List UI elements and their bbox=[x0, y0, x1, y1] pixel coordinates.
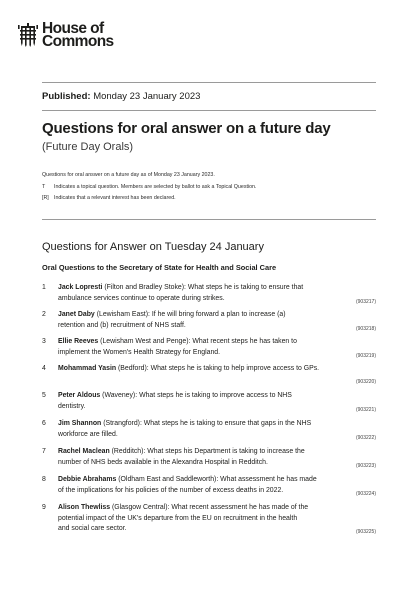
logo-line-2: Commons bbox=[42, 33, 114, 50]
question-number: 6 bbox=[42, 420, 46, 427]
question-id: (903222) bbox=[355, 435, 376, 441]
divider-top bbox=[42, 82, 376, 83]
question-number: 2 bbox=[42, 311, 46, 318]
question-text: implement the Women's Health Strategy for England. bbox=[58, 348, 221, 356]
question-text: number of NHS beds available in the Alexandra Hospital in Redditch. bbox=[58, 458, 268, 466]
question-text: retention and (b) recruitment of NHS staff. bbox=[58, 321, 186, 329]
member-name: Mohammad Yasin bbox=[58, 365, 117, 372]
published-line bbox=[42, 91, 200, 102]
member-name: Alison Thewliss bbox=[58, 504, 111, 511]
question-text: workforce are filled. bbox=[58, 430, 118, 438]
member-name: Rachel Maclean bbox=[58, 448, 110, 455]
question-text: dentistry. bbox=[58, 402, 86, 410]
logo-line-1: House of bbox=[42, 20, 104, 37]
question-number: 8 bbox=[42, 476, 46, 483]
question-text: If he will bring forward a plan to increase (a) bbox=[151, 311, 286, 318]
question-id: (903221) bbox=[355, 407, 376, 413]
note-text: Indicates that a relevant interest has been declared. bbox=[54, 195, 176, 201]
department-heading: Oral Questions to the Secretary of State for Health and Social Care bbox=[42, 263, 277, 272]
member-name: Debbie Abrahams bbox=[58, 476, 117, 483]
question-id: (903220) bbox=[355, 379, 376, 385]
question-id: (903218) bbox=[355, 326, 376, 332]
divider-notes bbox=[42, 219, 376, 220]
question-id: (903223) bbox=[355, 463, 376, 469]
member-name: Jim Shannon bbox=[58, 420, 102, 427]
member-name: Jack Lopresti bbox=[58, 284, 103, 291]
constituency: (Lewisham East): bbox=[96, 311, 150, 318]
constituency: (Filton and Bradley Stoke): bbox=[104, 284, 186, 291]
question-number: 1 bbox=[42, 284, 46, 291]
question-text: What steps he is taking to ensure that gaps in the NHS bbox=[143, 420, 312, 427]
question-number: 7 bbox=[42, 448, 46, 455]
question-text: What steps he is taking to ensure that bbox=[187, 284, 304, 291]
member-name: Ellie Reeves bbox=[58, 338, 99, 345]
note-topical bbox=[42, 184, 256, 190]
question-text: What recent steps he has taken to bbox=[192, 338, 297, 345]
question-text: of the implications for his policies of the number of excess deaths in 2022. bbox=[58, 486, 284, 494]
portcullis-icon bbox=[18, 23, 38, 47]
question-text: What steps he is taking to help improve access to GPs. bbox=[150, 365, 320, 372]
notes-intro: Questions for oral answer on a future day as of Monday 23 January 2023. bbox=[42, 172, 215, 178]
constituency: (Redditch): bbox=[111, 448, 146, 455]
page-subtitle: (Future Day Orals) bbox=[42, 141, 134, 153]
question-number: 3 bbox=[42, 338, 46, 345]
house-of-commons-logo bbox=[18, 22, 148, 50]
question-text: What recent assessment he has made of the bbox=[171, 504, 309, 511]
question-number: 9 bbox=[42, 504, 46, 511]
section-heading: Questions for Answer on Tuesday 24 January bbox=[42, 241, 264, 253]
published-date: Monday 23 January 2023 bbox=[93, 91, 201, 102]
question-text: What steps his Department is taking to increase the bbox=[147, 448, 305, 455]
published-label: Published: bbox=[42, 91, 91, 102]
member-name: Peter Aldous bbox=[58, 392, 101, 399]
question-text: potential impact of the UK's departure from the EU on recruitment in the health bbox=[58, 514, 298, 522]
question-id: (903219) bbox=[355, 353, 376, 359]
question-text: What assessment he has made bbox=[220, 476, 317, 483]
question-id: (903217) bbox=[355, 299, 376, 305]
logo-text bbox=[42, 22, 114, 48]
member-name: Janet Daby bbox=[58, 311, 95, 318]
question-text: ambulance services continue to operate during strikes. bbox=[58, 294, 225, 302]
page-title: Questions for oral answer on a future day bbox=[42, 120, 331, 137]
question-number: 5 bbox=[42, 392, 46, 399]
question-id: (903225) bbox=[355, 529, 376, 535]
constituency: (Bedford): bbox=[118, 365, 149, 372]
note-interest bbox=[42, 195, 176, 201]
note-key: T bbox=[42, 184, 46, 190]
question-text: and social care sector. bbox=[58, 525, 127, 532]
constituency: (Glasgow Central): bbox=[112, 504, 170, 511]
question-text: What steps he is taking to improve access to NHS bbox=[139, 392, 292, 399]
question-number: 4 bbox=[42, 365, 46, 372]
constituency: (Waveney): bbox=[102, 392, 138, 399]
constituency: (Lewisham West and Penge): bbox=[100, 338, 191, 345]
question-id: (903224) bbox=[355, 491, 376, 497]
note-key: [R] bbox=[42, 195, 49, 201]
note-text: Indicates a topical question. Members are selected by ballot to ask a Topical Question. bbox=[54, 184, 257, 190]
constituency: (Oldham East and Saddleworth): bbox=[118, 476, 219, 483]
divider-published bbox=[42, 110, 376, 111]
constituency: (Strangford): bbox=[103, 420, 142, 427]
